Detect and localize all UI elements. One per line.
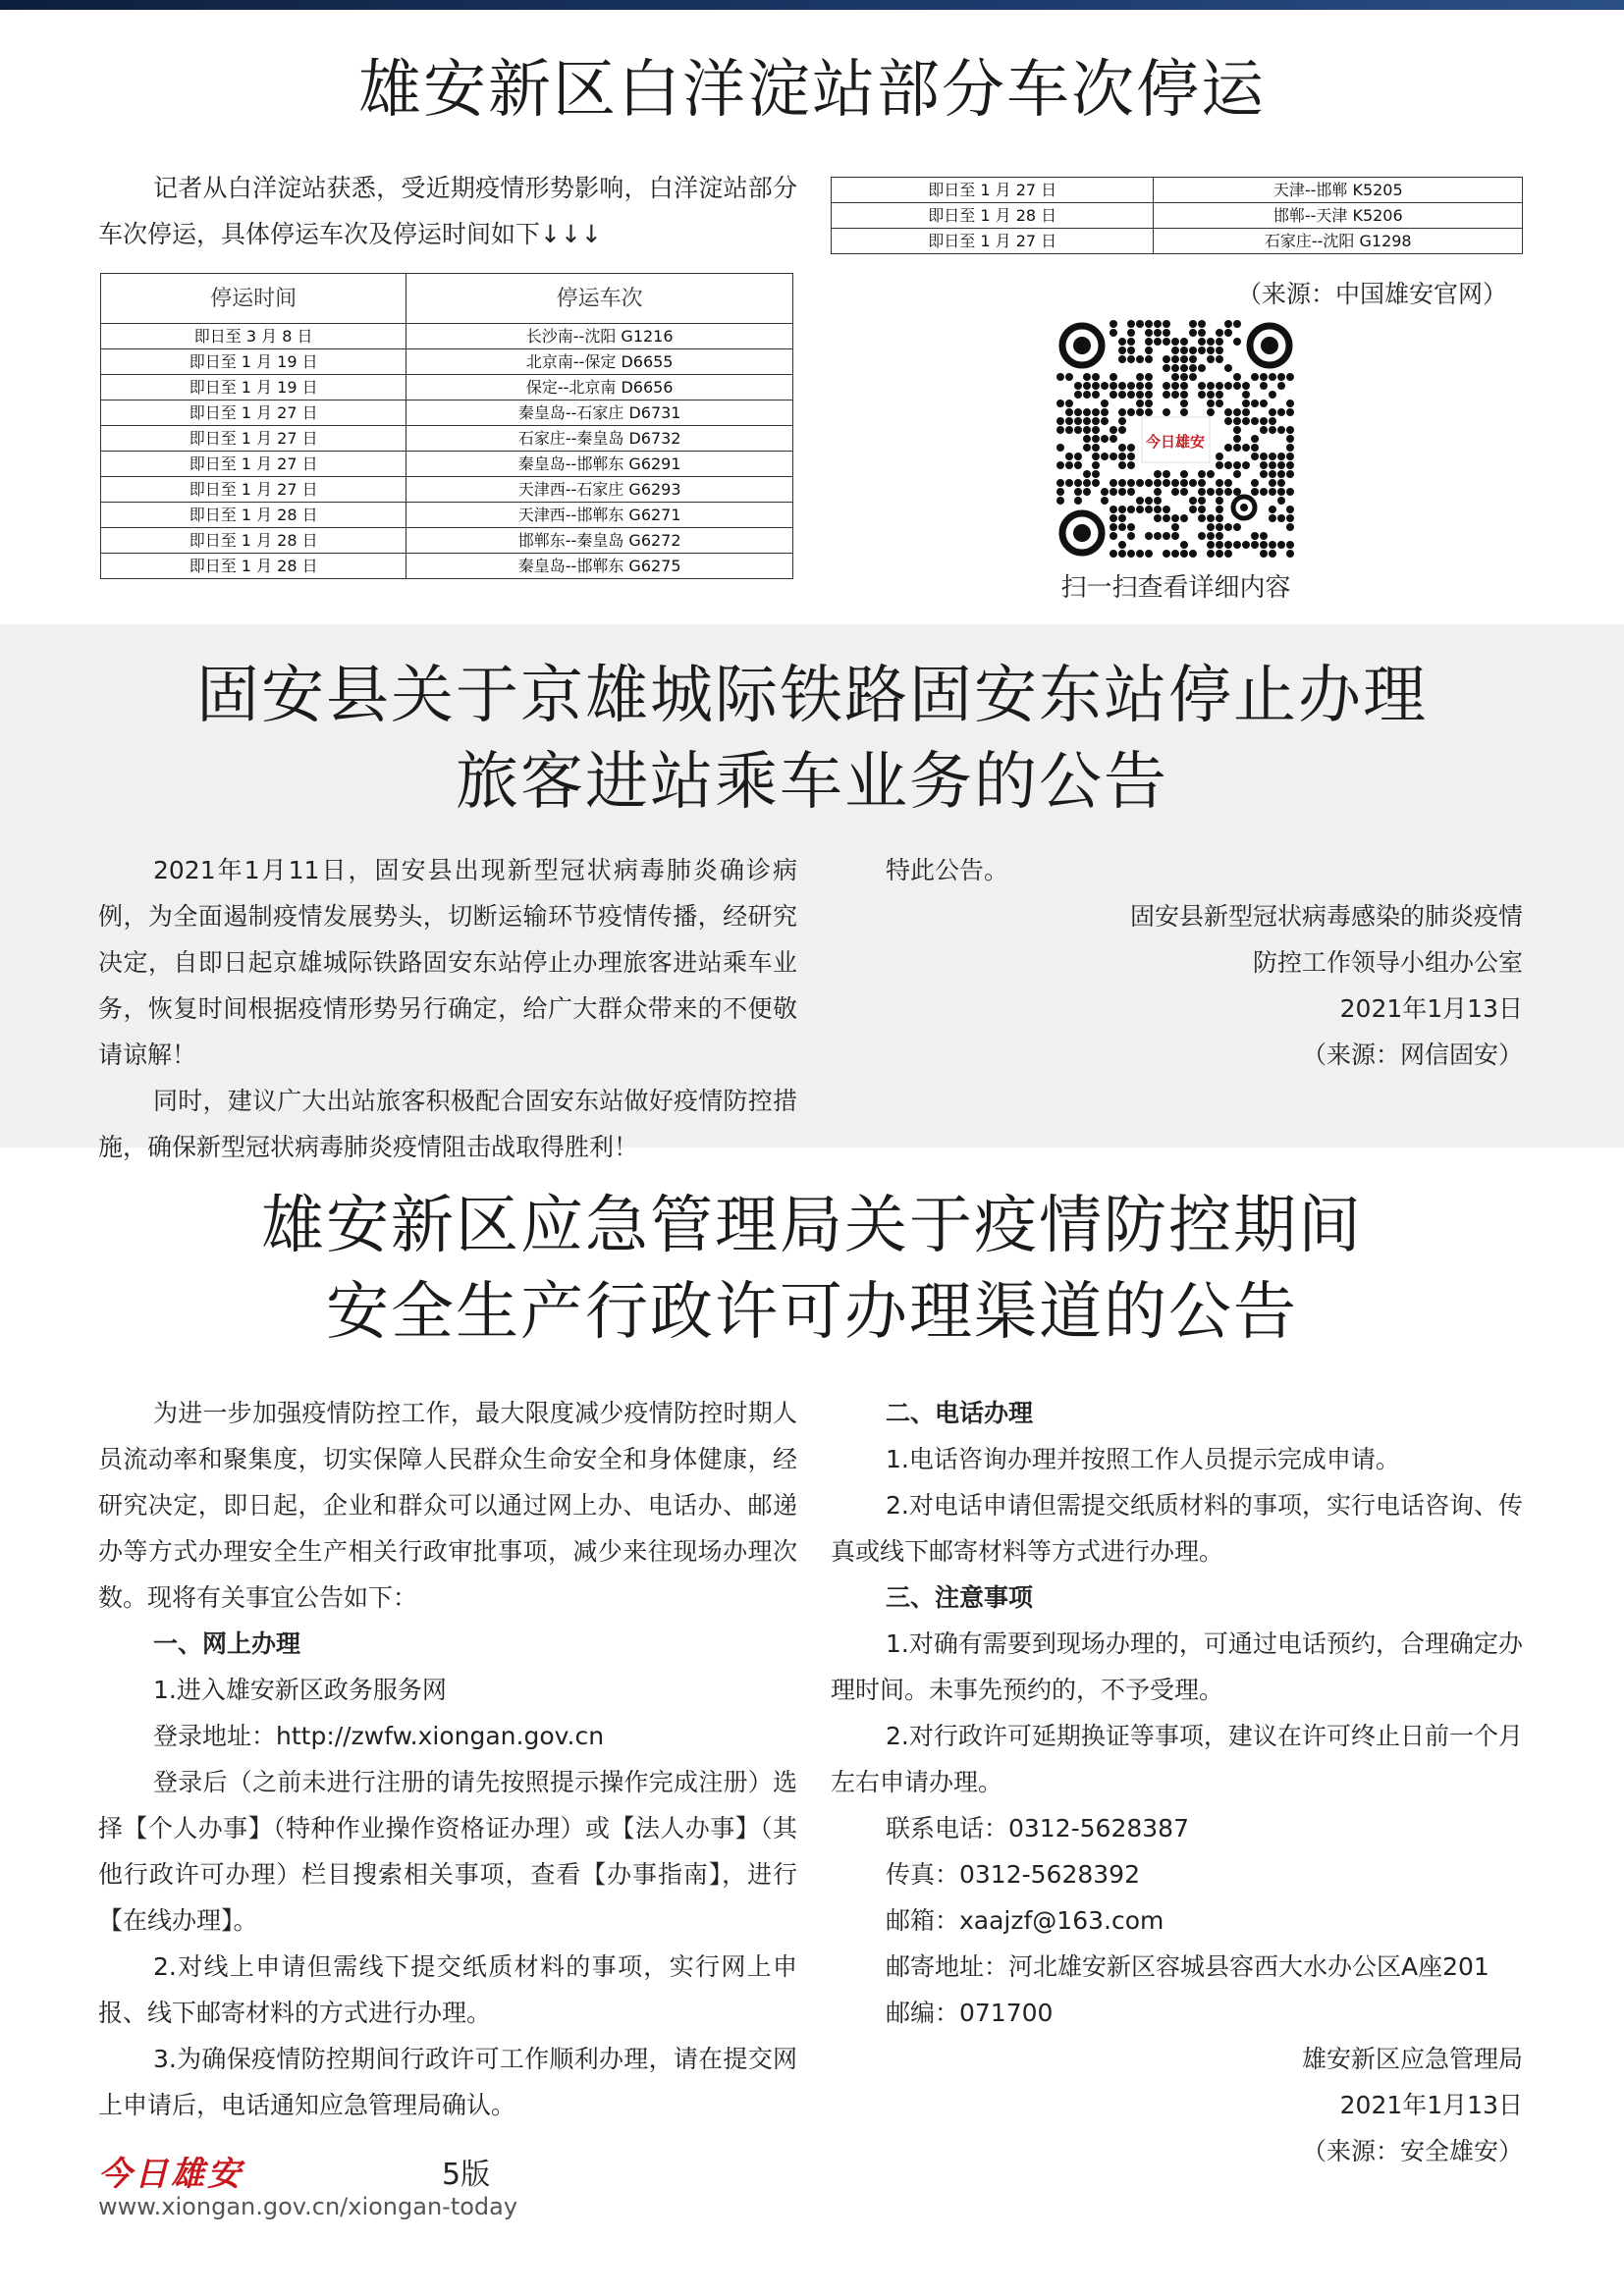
section3-notes-item1: 1.对确有需要到现场办理的，可通过电话预约，合理确定办理时间。未事先预约的，不予受理。 <box>831 1629 1523 1704</box>
section3-heading-online: 一、网上办理 <box>153 1629 301 1658</box>
table-cell-train: 保定--北京南 D6656 <box>406 375 793 400</box>
section3-heading-phone: 二、电话办理 <box>886 1399 1034 1427</box>
table-cell-train: 长沙南--沈阳 G1216 <box>406 324 793 349</box>
section2-title-line1: 固安县关于京雄城际铁路固安东站停止办理 <box>196 660 1428 732</box>
section3-title-line1: 雄安新区应急管理局关于疫情防控期间 <box>261 1190 1363 1262</box>
table-cell-train: 石家庄--秦皇岛 D6732 <box>406 426 793 452</box>
section3-intro: 为进一步加强疫情防控工作，最大限度减少疫情防控时期人员流动率和聚集度，切实保障人民群众生命安全和身体健康，经研究决定，即日起，企业和群众可以通过网上办、电话办、邮递办等方式办理安全生产相关行政审批事项，减少来往现场办理次数。现将有关事宜公告如下： <box>98 1399 797 1612</box>
table-cell-time: 即日至 1 月 27 日 <box>101 426 406 452</box>
section3-phone-item2: 2.对电话申请但需提交纸质材料的事项，实行电话咨询、传真或线下邮寄材料等方式进行办理。 <box>831 1491 1523 1566</box>
section3-date: 2021年1月13日 <box>1339 2091 1523 2119</box>
top-banner-bar <box>0 0 1624 10</box>
page-number: 5版 <box>442 2158 491 2192</box>
table-cell-time: 即日至 3 月 8 日 <box>101 324 406 349</box>
section3-notes-item2: 2.对行政许可延期换证等事项，建议在许可终止日前一个月左右申请办理。 <box>831 1722 1523 1796</box>
table-cell-train: 秦皇岛--邯郸东 G6291 <box>406 452 793 477</box>
section1-intro-column <box>98 165 797 257</box>
qr-code[interactable] <box>1056 319 1296 560</box>
section2-title-line2: 旅客进站乘车业务的公告 <box>456 746 1168 819</box>
section3-online-item1: 1.进入雄安新区政务服务网 <box>153 1676 447 1704</box>
qr-logo-text: 今日雄安 <box>1145 433 1206 451</box>
suspension-table <box>100 273 793 579</box>
table-row <box>101 477 793 503</box>
table-cell-train: 天津西--邯郸东 G6271 <box>406 503 793 528</box>
table-row <box>101 375 793 400</box>
table-row <box>101 324 793 349</box>
section3-right-column <box>831 1390 1523 2174</box>
footer-logo: 今日雄安 <box>98 2155 244 2194</box>
table-cell-time: 即日至 1 月 28 日 <box>101 528 406 554</box>
table-row <box>832 229 1523 254</box>
table-row <box>101 349 793 375</box>
section3-title <box>0 1183 1624 1356</box>
section3-heading-notes: 三、注意事项 <box>886 1583 1034 1612</box>
section1-intro: 记者从白洋淀站获悉，受近期疫情形势影响，白洋淀站部分车次停运，具体停运车次及停运时间如下↓↓↓ <box>98 174 797 248</box>
section2-source: （来源：网信固安） <box>1301 1041 1523 1069</box>
section3-online-item2: 2.对线上申请但需线下提交纸质材料的事项，实行网上申报、线下邮寄材料的方式进行办理。 <box>98 1952 797 2027</box>
table-cell-time: 即日至 1 月 28 日 <box>832 203 1154 229</box>
contact-address: 邮寄地址：河北雄安新区容城县容西大水办公区A座201 <box>886 1952 1489 1981</box>
qr-caption: 扫一扫查看详细内容 <box>1060 573 1291 603</box>
table-cell-train: 邯郸--天津 K5206 <box>1154 203 1523 229</box>
contact-email[interactable]: 邮箱：xaajzf@163.com <box>886 1906 1164 1935</box>
table-row <box>101 400 793 426</box>
section2-signature-line1: 固安县新型冠状病毒感染的肺炎疫情 <box>1129 902 1523 931</box>
section3-phone-item1: 1.电话咨询办理并按照工作人员提示完成申请。 <box>886 1445 1400 1473</box>
section1-source: （来源：中国雄安官网） <box>1237 280 1508 308</box>
table-cell-time: 即日至 1 月 28 日 <box>101 554 406 579</box>
table-cell-time: 即日至 1 月 27 日 <box>832 178 1154 203</box>
table-cell-time: 即日至 1 月 27 日 <box>101 452 406 477</box>
contact-postcode: 邮编：071700 <box>886 1999 1054 2027</box>
section2-right-column <box>831 847 1523 1078</box>
footer-url[interactable]: www.xiongan.gov.cn/xiongan-today <box>98 2193 518 2220</box>
table-cell-train: 石家庄--沈阳 G1298 <box>1154 229 1523 254</box>
suspension-table-continued <box>831 177 1523 254</box>
table-row <box>101 554 793 579</box>
table-cell-time: 即日至 1 月 27 日 <box>101 477 406 503</box>
contact-fax: 传真：0312-5628392 <box>886 1860 1140 1889</box>
section2-paragraph-2: 同时，建议广大出站旅客积极配合固安东站做好疫情防控措施，确保新型冠状病毒肺炎疫情阻击战取得胜利！ <box>98 1087 797 1161</box>
table-row <box>101 528 793 554</box>
section3-online-url[interactable]: 登录地址：http://zwfw.xiongan.gov.cn <box>153 1722 605 1750</box>
section2-date: 2021年1月13日 <box>1339 994 1523 1023</box>
section2-signature-line2: 防控工作领导小组办公室 <box>1252 948 1523 977</box>
table-cell-time: 即日至 1 月 27 日 <box>832 229 1154 254</box>
table-header-time: 停运时间 <box>101 274 406 324</box>
table-cell-time: 即日至 1 月 27 日 <box>101 400 406 426</box>
table-row <box>832 203 1523 229</box>
section3-source: （来源：安全雄安） <box>1301 2137 1523 2165</box>
section2-title <box>0 653 1624 826</box>
table-cell-time: 即日至 1 月 19 日 <box>101 349 406 375</box>
table-header-train: 停运车次 <box>406 274 793 324</box>
section3-left-column <box>98 1390 797 2128</box>
section3-signature: 雄安新区应急管理局 <box>1301 2045 1523 2073</box>
table-row <box>101 503 793 528</box>
table-cell-train: 天津--邯郸 K5205 <box>1154 178 1523 203</box>
section3-online-item3: 3.为确保疫情防控期间行政许可工作顺利办理，请在提交网上申请后，电话通知应急管理局确认。 <box>98 2045 797 2119</box>
table-cell-train: 北京南--保定 D6655 <box>406 349 793 375</box>
section1-title: 雄安新区白洋淀站部分车次停运 <box>358 54 1266 127</box>
table-cell-train: 天津西--石家庄 G6293 <box>406 477 793 503</box>
table-row <box>101 452 793 477</box>
section3-title-line2: 安全生产行政许可办理渠道的公告 <box>326 1276 1298 1349</box>
table-row <box>832 178 1523 203</box>
table-cell-train: 秦皇岛--石家庄 D6731 <box>406 400 793 426</box>
section2-paragraph-1: 2021年1月11日，固安县出现新型冠状病毒肺炎确诊病例，为全面遏制疫情发展势头，切断运输环节疫情传播，经研究决定，自即日起京雄城际铁路固安东站停止办理旅客进站乘车业务，恢复时间根据疫情形势另行确定，给广大群众带来的不便敬请谅解！ <box>98 856 797 1069</box>
section2-closing: 特此公告。 <box>886 856 1009 884</box>
table-cell-time: 即日至 1 月 28 日 <box>101 503 406 528</box>
contact-phone: 联系电话：0312-5628387 <box>886 1814 1189 1842</box>
table-row <box>101 426 793 452</box>
table-cell-train: 秦皇岛--邯郸东 G6275 <box>406 554 793 579</box>
table-cell-train: 邯郸东--秦皇岛 G6272 <box>406 528 793 554</box>
section2-left-column <box>98 847 797 1161</box>
section3-online-detail: 登录后（之前未进行注册的请先按照提示操作完成注册）选择【个人办事】（特种作业操作资格证办理）或【法人办事】（其他行政许可办理）栏目搜索相关事项，查看【办事指南】，进行【在线办理】。 <box>98 1768 797 1935</box>
table-cell-time: 即日至 1 月 19 日 <box>101 375 406 400</box>
